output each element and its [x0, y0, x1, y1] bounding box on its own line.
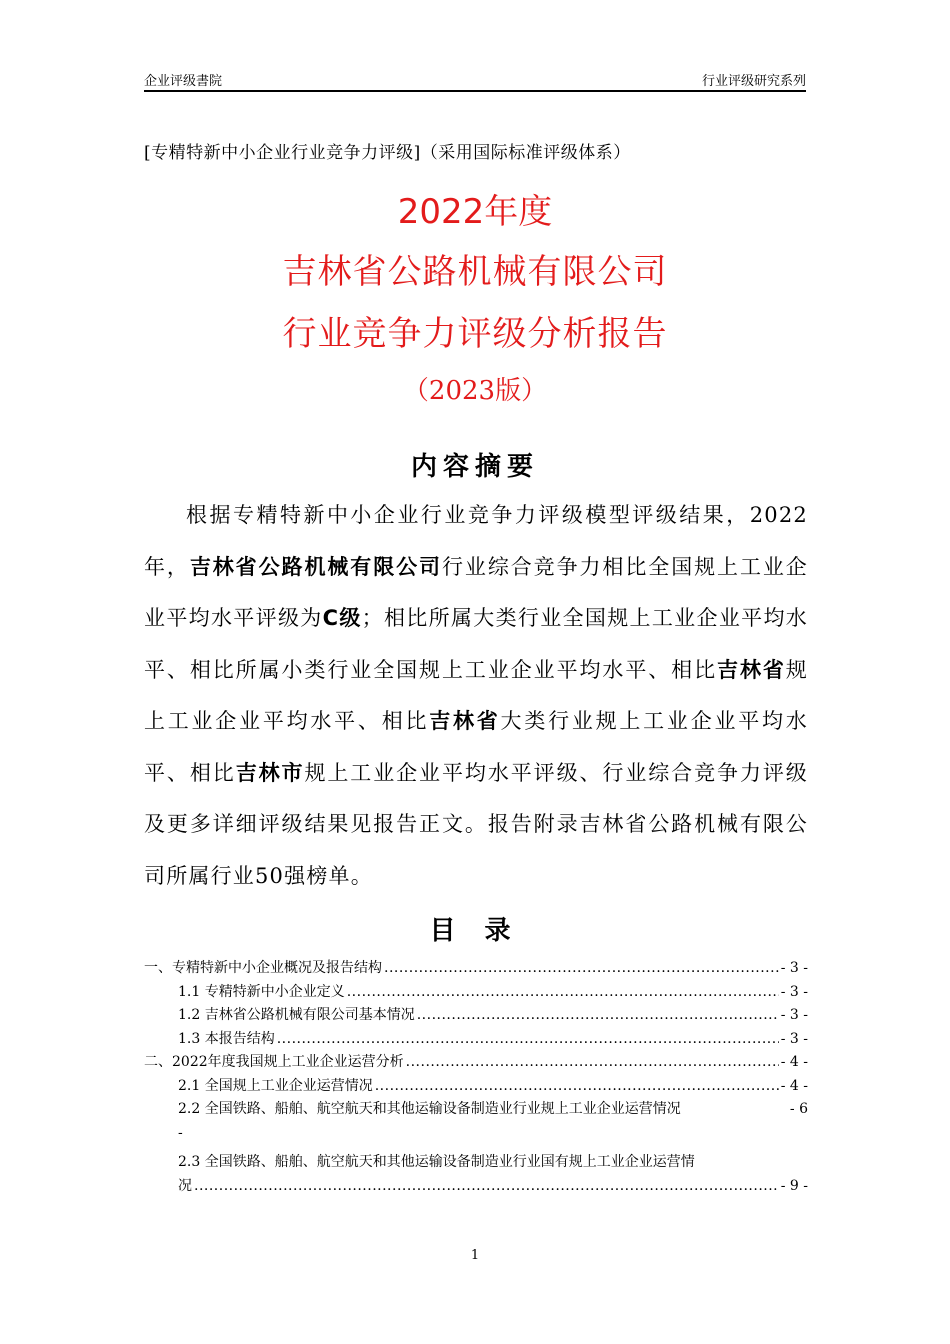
toc-entry-page: - 9 -: [780, 1177, 808, 1194]
toc-leader: [277, 1028, 779, 1052]
abstract-city: 吉林市: [235, 760, 305, 785]
toc-leader: [406, 1051, 779, 1075]
abstract-heading: 内容摘要: [410, 452, 539, 482]
toc-leader: [375, 1075, 779, 1099]
toc-entry-label: 2.2 全国铁路、船舶、航空航天和其他运输设备制造业行业规上工业企业运营情况: [178, 1101, 681, 1117]
toc-leader: [417, 1004, 779, 1028]
toc-entry-label-cont: 况: [178, 1177, 192, 1194]
header-series: 行业评级研究系列: [701, 74, 806, 89]
toc-entry[interactable]: [144, 1098, 808, 1145]
toc-entry[interactable]: [144, 1075, 808, 1099]
toc-leader: [347, 981, 779, 1005]
toc-entry-page: - 3 -: [780, 1007, 808, 1023]
toc-entry[interactable]: [144, 957, 808, 981]
abstract-text: 根据专精特新中小企业行业竞争力评级模型评级结果，2022年，: [144, 503, 808, 579]
abstract-text: 大类行业规上工业企业平均水平、相比: [144, 709, 808, 785]
toc-entry-label: 二、2022年度我国规上工业企业运营分析: [144, 1054, 404, 1070]
abstract-company: 吉林省公路机械有限公司: [189, 554, 442, 579]
toc-heading: 目 录: [429, 916, 521, 946]
page-number: 1: [470, 1248, 480, 1263]
toc-leader: [384, 957, 779, 981]
toc-entry-page: - 6: [789, 1101, 808, 1117]
abstract-body: [144, 490, 808, 902]
abstract-text: 规上工业企业平均水平、相比: [144, 657, 808, 733]
table-of-contents: [144, 957, 808, 1198]
abstract-province: 吉林省: [717, 657, 786, 682]
toc-entry[interactable]: [144, 1004, 808, 1028]
header-publisher: 企业评级書院: [144, 74, 223, 89]
toc-entry-page: - 3 -: [780, 960, 808, 976]
toc-entry-page: - 4 -: [780, 1077, 808, 1094]
toc-entry[interactable]: [144, 1028, 808, 1052]
abstract-grade: C级: [322, 606, 362, 630]
toc-entry-label: 1.3 本报告结构: [178, 1030, 275, 1047]
title-year: 2022年度: [397, 192, 553, 232]
title-edition: （2023版）: [402, 376, 548, 406]
toc-entry[interactable]: [144, 1151, 808, 1198]
page-header: [144, 68, 806, 92]
toc-entry-label: 1.1 专精特新中小企业定义: [178, 983, 345, 1000]
abstract-province: 吉林省: [429, 709, 501, 733]
toc-entry-page: - 4 -: [780, 1054, 808, 1070]
toc-entry-page-cont: -: [178, 1124, 183, 1141]
toc-entry-page: - 3 -: [780, 983, 808, 1000]
toc-entry-page: - 3 -: [780, 1030, 808, 1047]
toc-entry-label: 一、专精特新中小企业概况及报告结构: [144, 960, 382, 976]
toc-entry-label: 2.3 全国铁路、船舶、航空航天和其他运输设备制造业行业国有规上工业企业运营情: [178, 1154, 695, 1170]
toc-entry-label: 2.1 全国规上工业企业运营情况: [178, 1077, 373, 1094]
title-report: 行业竞争力评级分析报告: [282, 314, 668, 354]
toc-leader: [194, 1175, 779, 1199]
toc-entry[interactable]: [144, 1051, 808, 1075]
report-tagline: [专精特新中小企业行业竞争力评级]（采用国际标准评级体系）: [144, 143, 631, 163]
abstract-text: 行业综合竞争力相比全国规上工业企业平均水平评级为: [144, 554, 808, 630]
title-company: 吉林省公路机械有限公司: [282, 252, 668, 292]
toc-entry-label: 1.2 吉林省公路机械有限公司基本情况: [178, 1007, 415, 1023]
abstract-text: ；相比所属大类行业全国规上工业企业平均水平、相比所属小类行业全国规上工业企业平均水平、相比: [144, 606, 808, 682]
abstract-text: 规上工业企业平均水平评级、行业综合竞争力评级及更多详细评级结果见报告正文。报告附录吉林省公路机械有限公司所属行业50强榜单。: [144, 760, 808, 888]
toc-entry[interactable]: [144, 981, 808, 1005]
